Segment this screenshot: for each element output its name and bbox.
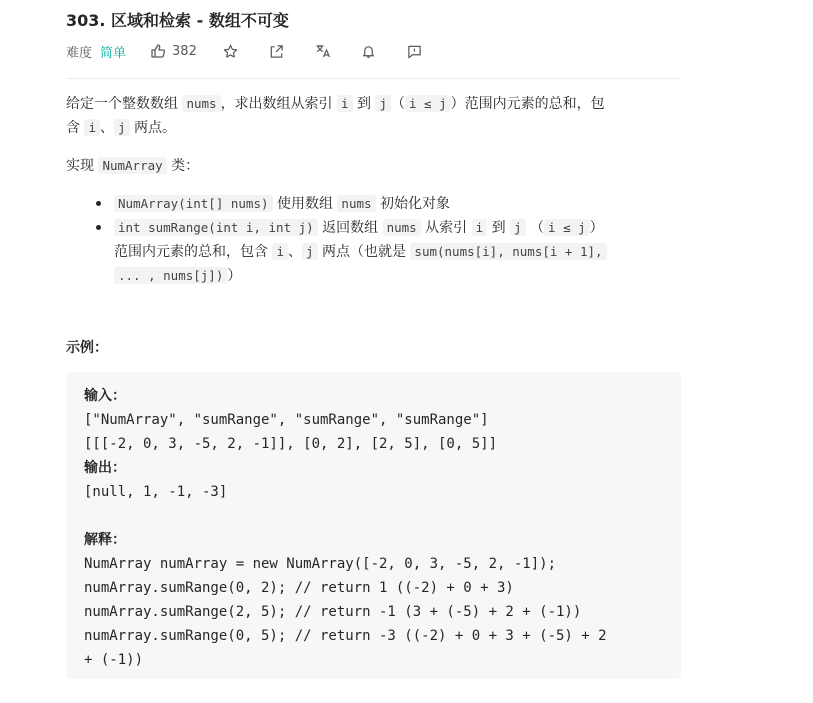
code-line: [null, 1, -1, -3] [84, 484, 228, 500]
list-item: int sumRange(int i, int j) 返回数组 nums 从索引 i 到 j （ i ≤ j ） 范围内元素的总和，包含 i 、 j 两点（也就是 sum(nums[i], nums[i + 1], ... , nums[j]) ） [66, 216, 681, 288]
like-button[interactable] [150, 43, 197, 59]
bullet [96, 225, 101, 230]
difficulty-label: 难度 [66, 45, 93, 61]
code-line: numArray.sumRange(0, 2); // return 1 ((-2) + 0 + 3) [84, 580, 514, 596]
code-line: [[[-2, 0, 3, -5, 2, -1]], [0, 2], [2, 5], [0, 5]] [84, 436, 498, 452]
bullet [96, 201, 101, 206]
problem-meta-bar [66, 40, 423, 62]
list-item: NumArray(int[] nums) 使用数组 nums 初始化对象 [66, 192, 681, 216]
share-button[interactable] [269, 43, 285, 59]
inline-code: i ≤ j [544, 219, 590, 236]
code-line: ["NumArray", "sumRange", "sumRange", "sumRange"] [84, 412, 489, 428]
inline-code: i [337, 95, 353, 112]
example-heading: 示例： [66, 340, 108, 356]
code-line: NumArray numArray = new NumArray([-2, 0, 3, -5, 2, -1]); [84, 556, 557, 572]
inline-code: nums [337, 195, 375, 212]
description-paragraph-1: 给定一个整数数组 nums ，求出数组从索引 i 到 j （ i ≤ j ）范围内元素的总和，包 含 i 、 j 两点。 [66, 96, 605, 136]
share-icon [269, 44, 284, 59]
description-paragraph-2: 实现 NumArray 类： [66, 158, 200, 174]
translate-icon [315, 43, 331, 59]
inline-code: i [272, 243, 288, 260]
problem-title: 303. 区域和检索 - 数组不可变 [66, 11, 289, 30]
explain-label: 解释： [84, 532, 126, 548]
code-line: numArray.sumRange(0, 5); // return -3 ((-2) + 0 + 3 + (-5) + 2 [84, 628, 607, 644]
inline-code: j [375, 95, 391, 112]
inline-code: j [302, 243, 318, 260]
code-line: + (-1)) [84, 652, 144, 668]
inline-code: sum(nums[i], nums[i + 1], [410, 243, 606, 260]
like-count: 382 [172, 43, 197, 59]
feedback-button[interactable] [407, 43, 423, 59]
blank-line [84, 504, 663, 528]
inline-code: i [472, 219, 488, 236]
inline-code: i [84, 119, 100, 136]
feedback-icon [407, 44, 422, 59]
inline-code: i ≤ j [405, 95, 451, 112]
difficulty-badge: 简单 [100, 45, 127, 61]
thumbs-up-icon [150, 43, 166, 59]
inline-code: int sumRange(int i, int j) [114, 219, 318, 236]
example-code-block [66, 372, 681, 679]
inline-code: nums [383, 219, 421, 236]
inline-code: j [510, 219, 526, 236]
inline-code: NumArray(int[] nums) [114, 195, 273, 212]
inline-code: NumArray [98, 157, 166, 174]
inline-code: nums [182, 95, 220, 112]
notify-button[interactable] [361, 43, 377, 59]
output-label: 输出： [84, 460, 126, 476]
inline-code: ... , nums[j]) [114, 267, 227, 284]
code-line: numArray.sumRange(2, 5); // return -1 (3 + (-5) + 2 + (-1)) [84, 604, 582, 620]
method-list [66, 192, 681, 288]
input-label: 输入： [84, 388, 126, 404]
star-icon [223, 44, 238, 59]
divider [66, 78, 681, 79]
inline-code: j [114, 119, 130, 136]
favorite-button[interactable] [223, 43, 239, 59]
bell-icon [361, 44, 376, 59]
translate-button[interactable] [315, 43, 331, 59]
